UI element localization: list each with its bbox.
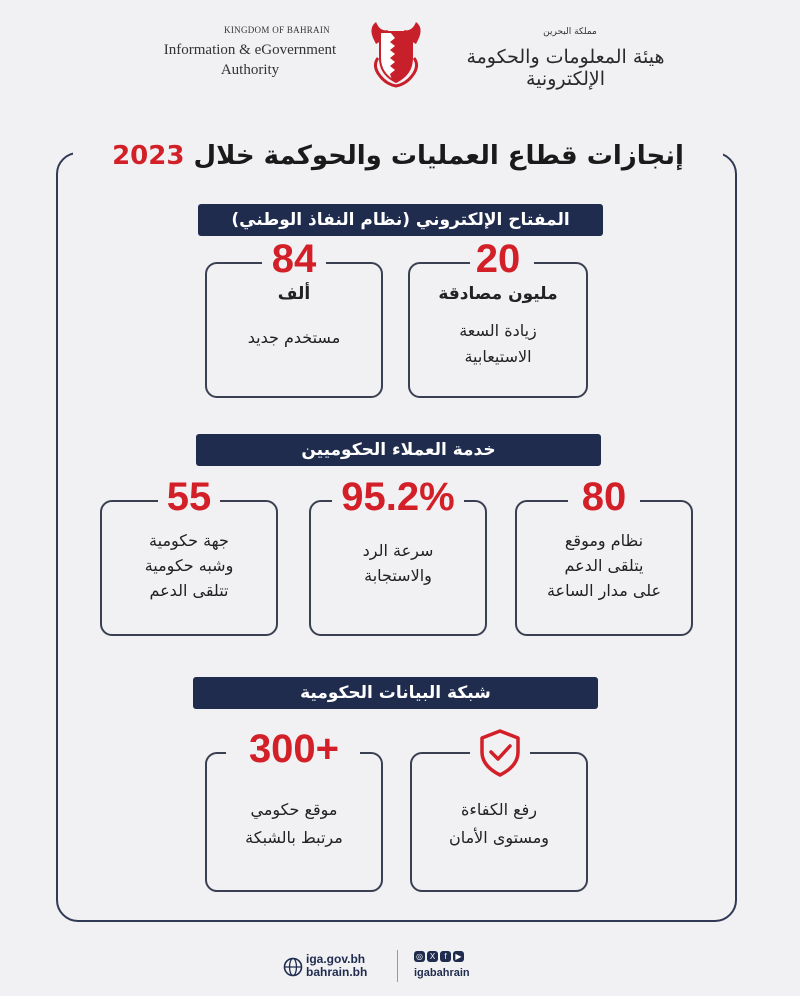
social-icons — [414, 951, 464, 962]
stat-desc-response-line2: والاستجابة — [364, 566, 432, 585]
stat-desc-linked-sites — [205, 796, 383, 852]
stat-value-entities-supported: 55 — [166, 475, 212, 519]
stat-desc-systems-line3: على مدار الساعة — [546, 581, 662, 600]
section-heading-ekey: المفتاح الإلكتروني (نظام النفاذ الوطني) — [198, 204, 603, 236]
stat-desc-new-users: مستخدم جديد — [247, 328, 341, 347]
page-title-text: إنجازات قطاع العمليات والحوكمة خلال — [193, 141, 684, 171]
stat-desc-security — [410, 796, 588, 852]
stat-value-response-speed: 95.2% — [341, 475, 455, 519]
stat-value-authentications: 20 — [475, 237, 521, 281]
section-heading-data-network: شبكة البيانات الحكومية — [193, 677, 598, 709]
stat-desc-sites-line1: موقع حكومي — [250, 800, 338, 819]
footer-divider — [397, 950, 398, 982]
kingdom-label-en: KINGDOM OF BAHRAIN — [224, 25, 330, 35]
shield-check-icon — [476, 728, 524, 778]
stat-unit-new-users: ألف — [277, 284, 311, 304]
stat-desc-response-line1: سرعة الرد — [362, 541, 434, 560]
instagram-icon[interactable]: ◎ — [414, 951, 425, 962]
authority-name-en-line2: Authority — [220, 62, 280, 78]
authority-name-ar: هيئة المعلومات والحكومة الإلكترونية — [466, 46, 665, 90]
stat-desc-entities-line1: جهة حكومية — [149, 531, 229, 550]
stat-desc-security-line1: رفع الكفاءة — [460, 800, 537, 819]
stat-desc-response-speed — [309, 538, 487, 588]
page-title — [73, 140, 723, 172]
bahrain-emblem-logo — [366, 18, 426, 88]
page-title-year: 2023 — [112, 141, 185, 171]
stat-unit-authentications: مليون مصادقة — [438, 284, 558, 304]
stat-desc-entities-line2: وشبه حكومية — [144, 556, 234, 575]
section-heading-customer-service: خدمة العملاء الحكوميين — [196, 434, 601, 466]
stat-desc-systems-line2: يتلقى الدعم — [564, 556, 644, 575]
website-link-iga[interactable]: iga.gov.bh — [306, 952, 366, 966]
stat-desc-authentications — [408, 318, 588, 370]
stat-desc-authentications-line2: الاستيعابية — [464, 347, 532, 366]
facebook-icon[interactable]: f — [440, 951, 451, 962]
authority-name-en — [140, 40, 360, 80]
stat-desc-entities-supported — [100, 528, 278, 603]
stat-desc-entities-line3: تتلقى الدعم — [149, 581, 229, 600]
social-handle[interactable]: igabahrain — [414, 967, 470, 979]
kingdom-label-ar: مملكة البحرين — [543, 27, 597, 37]
stat-value-systems-supported: 80 — [581, 475, 627, 519]
globe-icon — [283, 957, 303, 977]
stat-value-new-users: 84 — [271, 237, 317, 281]
stat-desc-sites-line2: مرتبط بالشبكة — [245, 828, 343, 847]
stat-desc-systems-line1: نظام وموقع — [564, 531, 644, 550]
stat-desc-systems-supported — [515, 528, 693, 603]
stat-value-linked-sites: 300+ — [248, 727, 340, 771]
youtube-icon[interactable]: ▶ — [453, 951, 464, 962]
authority-name-en-line1: Information & eGovernment — [163, 42, 337, 58]
stat-desc-authentications-line1: زيادة السعة — [459, 321, 537, 340]
stat-desc-security-line2: ومستوى الأمان — [448, 828, 550, 847]
website-link-bahrain[interactable]: bahrain.bh — [306, 965, 368, 979]
x-icon[interactable]: X — [427, 951, 438, 962]
